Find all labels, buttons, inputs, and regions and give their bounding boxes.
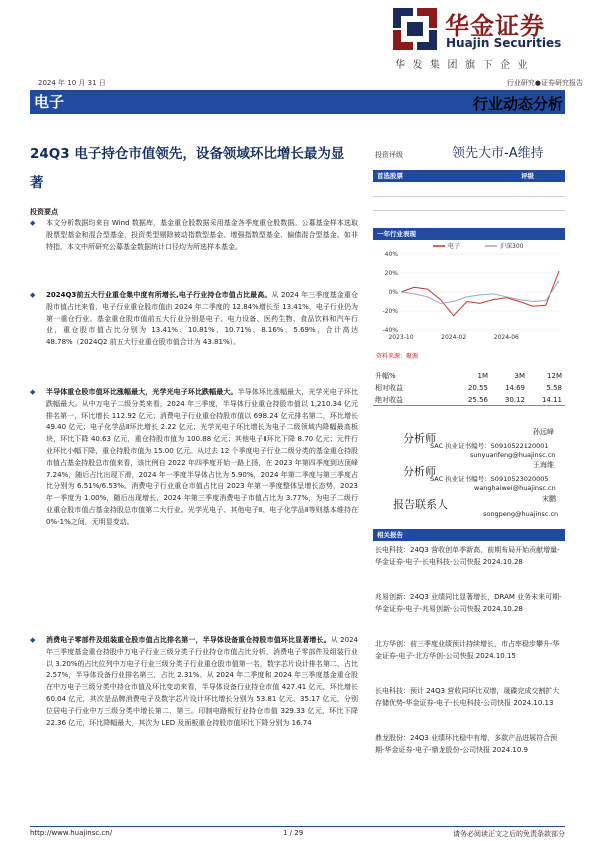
bullet-paragraph: 本文分析数据均来自 Wind 数据库，基金重仓股数据采用基金各季度重仓股数据。公募基金样本选取股票型基金和混合型基金，投资类型剔除被动指数型基金、增强指数型基金、偏债混合型基金。如非特指，本文中所研究公募基金数据统计口径均为所选样本基金。 [46, 219, 358, 251]
chart-ytick-label: 20% [384, 270, 398, 277]
report-category: 行业研究●证券研究报告 [506, 79, 583, 87]
chart-series-line [401, 271, 559, 316]
table-row [375, 382, 563, 394]
report-date: 2024 年 10 月 31 日 [38, 79, 106, 87]
contact-name: 宋鹏 [542, 495, 556, 503]
related-report-item[interactable]: 长电科技：预计 24Q3 营收同环比双增，晟碟完成交割扩大存储优势-华金证券-电子-长电科技-公司快报 2024.10.13 [375, 687, 560, 707]
divider [373, 405, 565, 406]
table-cell: 30.12 [504, 396, 525, 404]
brand-slogan: 华发集团旗下企业 [395, 60, 535, 71]
table-header-cell: 升幅% [375, 372, 396, 380]
table-header-cell: 1M [477, 372, 488, 380]
analyst-cert: SAC 执业证书编号：S0910523020005 [430, 475, 549, 483]
related-report-item[interactable]: 长电科技：24Q3 营收创单季新高，前期布局开始贡献增量-华金证券-电子-长电科技-公司快报 2024.10.28 [375, 546, 560, 566]
bullet-diamond-icon: ◆ [30, 388, 36, 396]
chart-ytick-label: 40% [384, 251, 398, 258]
contact-email[interactable]: songpeng@huajinsc.cn [483, 510, 559, 518]
chart-xtick-label: 2024-02 [441, 334, 467, 341]
performance-header: 一年行业表现 [373, 228, 565, 240]
chart-xtick-label: 2023-10 [388, 334, 414, 341]
chart-legend-label: 沪深300 [500, 243, 524, 250]
bullet-paragraph: 消费电子零部件及组装重仓股市值占比排名第一，半导体设备重仓持股市值环比显著增长。从 2024 年三季度基金重仓持股中万电子行业三级分类子行业持仓市值占比分析，消费电子零部件及组装行业以 3.20%的占比位列中万电子行业三级分类子行业重仓股市值第一名，数字芯片设计排名第二，占比 2.57%，半导体设备行业排名第三，占比 2.31%。从 2024 年二季度和 2024 年三季度基金重仓股在中万电子三级分类中持仓市值及环比变动来看，半导体设备行业持仓市值 427.41 亿元，环比增长 60.04 亿元，其次是品牌消费电子及数字芯片设计环比增长分别为 53.81 亿元、35.17 亿元，分别位居电子行业中万三级分类中增长第二、第三。印制电路板行业持仓市值 329.33 亿元，环比下降 22.36 亿元，环比降幅最大，其次为 LED 及面板重仓持股市值环比下降分别为 16.74 [46, 636, 358, 727]
chart-legend-label: 电子 [448, 243, 461, 250]
table-cell: 20.55 [467, 384, 488, 392]
chart-source: 资料来源：聚源 [376, 353, 419, 360]
table-header-cell: 12M [547, 372, 562, 380]
divider [373, 210, 565, 211]
related-report-item[interactable]: 鼎龙股份：24Q3 业绩环比稳中有增，多款产品进展符合预期-华金证券-电子-鼎龙股份-公司快报 2024.10.9 [375, 734, 558, 754]
footer-url[interactable]: http://www.huajinsc.cn/ [30, 829, 113, 837]
chart-ytick-label: 0% [388, 289, 398, 296]
chart-xtick-label: 2024-06 [493, 334, 519, 341]
brand-name-en: Huajin Securities [446, 36, 562, 50]
analyst-name: 王海维 [533, 461, 554, 469]
table-cell: 14.69 [504, 384, 525, 392]
table-cell: 相对收益 [375, 384, 403, 392]
related-report-item[interactable]: 兆易创新：24Q3 业绩同比显著增长，DRAM 业务未来可期-华金证券-电子-兆易创新-公司快报 2024.10.28 [375, 593, 562, 613]
table-header-cell: 3M [514, 372, 525, 380]
related-report-item[interactable]: 北方华创：前三季度业绩预计持续增长，市占率稳步攀升-华金证券-电子-北方华创-公司快报 2024.10.15 [375, 640, 560, 660]
chart-ytick-label: -40% [382, 327, 398, 334]
analyst-role: 分析师 [403, 465, 436, 478]
bullet-paragraph: 半导体重仓股市值环比涨幅最大，光学光电子环比跌幅最大。半导体环比涨幅最大，光学光电子环比跌幅最大。从中万电子二级分类来看，2024 年三季度，半导体行业重仓持股市值以 1,210.34 亿元排名第一，环比增长 112.92 亿元；消费电子行业重仓持股市值以 698.24 亿元排名第二，环比增长 49.40 亿元；电子化学品Ⅱ环比增长 2.22 亿元；光学光电子环比增长为电子二级领域内降幅最高板块，环比下降 40.63 亿元，重仓持股市值为 100.88 亿元；其他电子Ⅱ环比下降 8.70 亿元；元件行业环比小幅下降，重仓持股市值为 15.00 亿元。从过去 12 个季度电子行业二级分类的基金重仓持股市值占基金持股总市值来看，该比例自 2022 年四季度开始一路上扬，在 2023 年第四季度到达顶峰 7.24%，随后占比出现下滑，2024 年一季度半导体占比为 5.90%，2024 年第二季度与第三季度占比分别为 6.51%/6.53%。消费电子行业重仓市值占比自 2023 年第一季度整体呈增长态势，2023 年一季度为 1.00%，随后出现增长，2024 年第三季度消费电子市值占比为 3.77%，为电子二级行业重仓股市值占基金持股总市值第二大行业。光学光电子、其他电子Ⅱ、电子化学品Ⅱ等则基本维持在 0%-1%之间，无明显变动。 [46, 388, 359, 526]
report-type: 行业动态分析 [472, 95, 563, 113]
footer-divider [30, 826, 565, 827]
table-cell: 25.56 [467, 396, 488, 404]
report-title: 24Q3 电子持仓市值领先，设备领域环比增长最为显著 [30, 146, 345, 191]
bullet-diamond-icon: ◆ [30, 636, 36, 644]
brand-name-cn: 华金证券 [445, 12, 545, 40]
analyst-name: 孙远峰 [533, 428, 554, 436]
industry-performance-chart [373, 240, 565, 346]
huajin-logo-icon [393, 8, 437, 50]
rating-value: 领先大市-A维持 [452, 146, 544, 161]
stock-rating-col: 评级 [521, 172, 534, 180]
bullet-diamond-icon: ◆ [30, 291, 36, 299]
rating-label: 投资评级 [375, 151, 403, 159]
analyst-email[interactable]: sunyuanfeng@huajinsc.cn [470, 451, 556, 459]
bullet-diamond-icon: ◆ [30, 219, 36, 227]
contact-role: 报告联系人 [393, 498, 448, 511]
chart-ytick-label: -20% [382, 308, 398, 315]
divider [373, 196, 565, 197]
analyst-email[interactable]: wanghaiwei@huajinsc.cn [474, 484, 556, 492]
table-cell: 5.58 [546, 384, 562, 392]
stock-pick-header [373, 170, 565, 182]
table-header-row [375, 370, 563, 382]
sector-name: 电子 [34, 93, 65, 111]
stock-pick-col: 首选股票 [377, 172, 403, 180]
analyst-role: 分析师 [403, 432, 436, 445]
related-reports-header: 相关报告 [373, 529, 565, 541]
analyst-cert: SAC 执业证书编号：S0910522120001 [430, 442, 549, 450]
bullet-paragraph: 2024Q3前五大行业重仓集中度有所增长,电子行业持仓市值占比最高。从 2024 年三季度基金重仓股市值占比来看，电子行业重仓股市值由 2024 年二季度的 12.84%增长至 13.41%，电子行业仍为第一重仓行业。基金重仓股市值前五大行业分别是电子、电力设备、医药生物、食品饮料和汽车行业，重仓股市值占比分别为 13.41%、10.81%、10.71%、8.16%、5.69%，合计高达 48.78%（2024Q2 前五大行业重仓股市值合计为 43.81%）。 [46, 291, 359, 347]
table-cell: 14.11 [541, 396, 562, 404]
footer-disclaimer: 请务必阅读正文之后的免责条款部分 [453, 830, 565, 838]
summary-label: 投资要点 [30, 208, 58, 216]
page-number: 1 / 29 [283, 829, 304, 837]
table-cell: 绝对收益 [375, 396, 403, 404]
performance-table [375, 370, 563, 406]
